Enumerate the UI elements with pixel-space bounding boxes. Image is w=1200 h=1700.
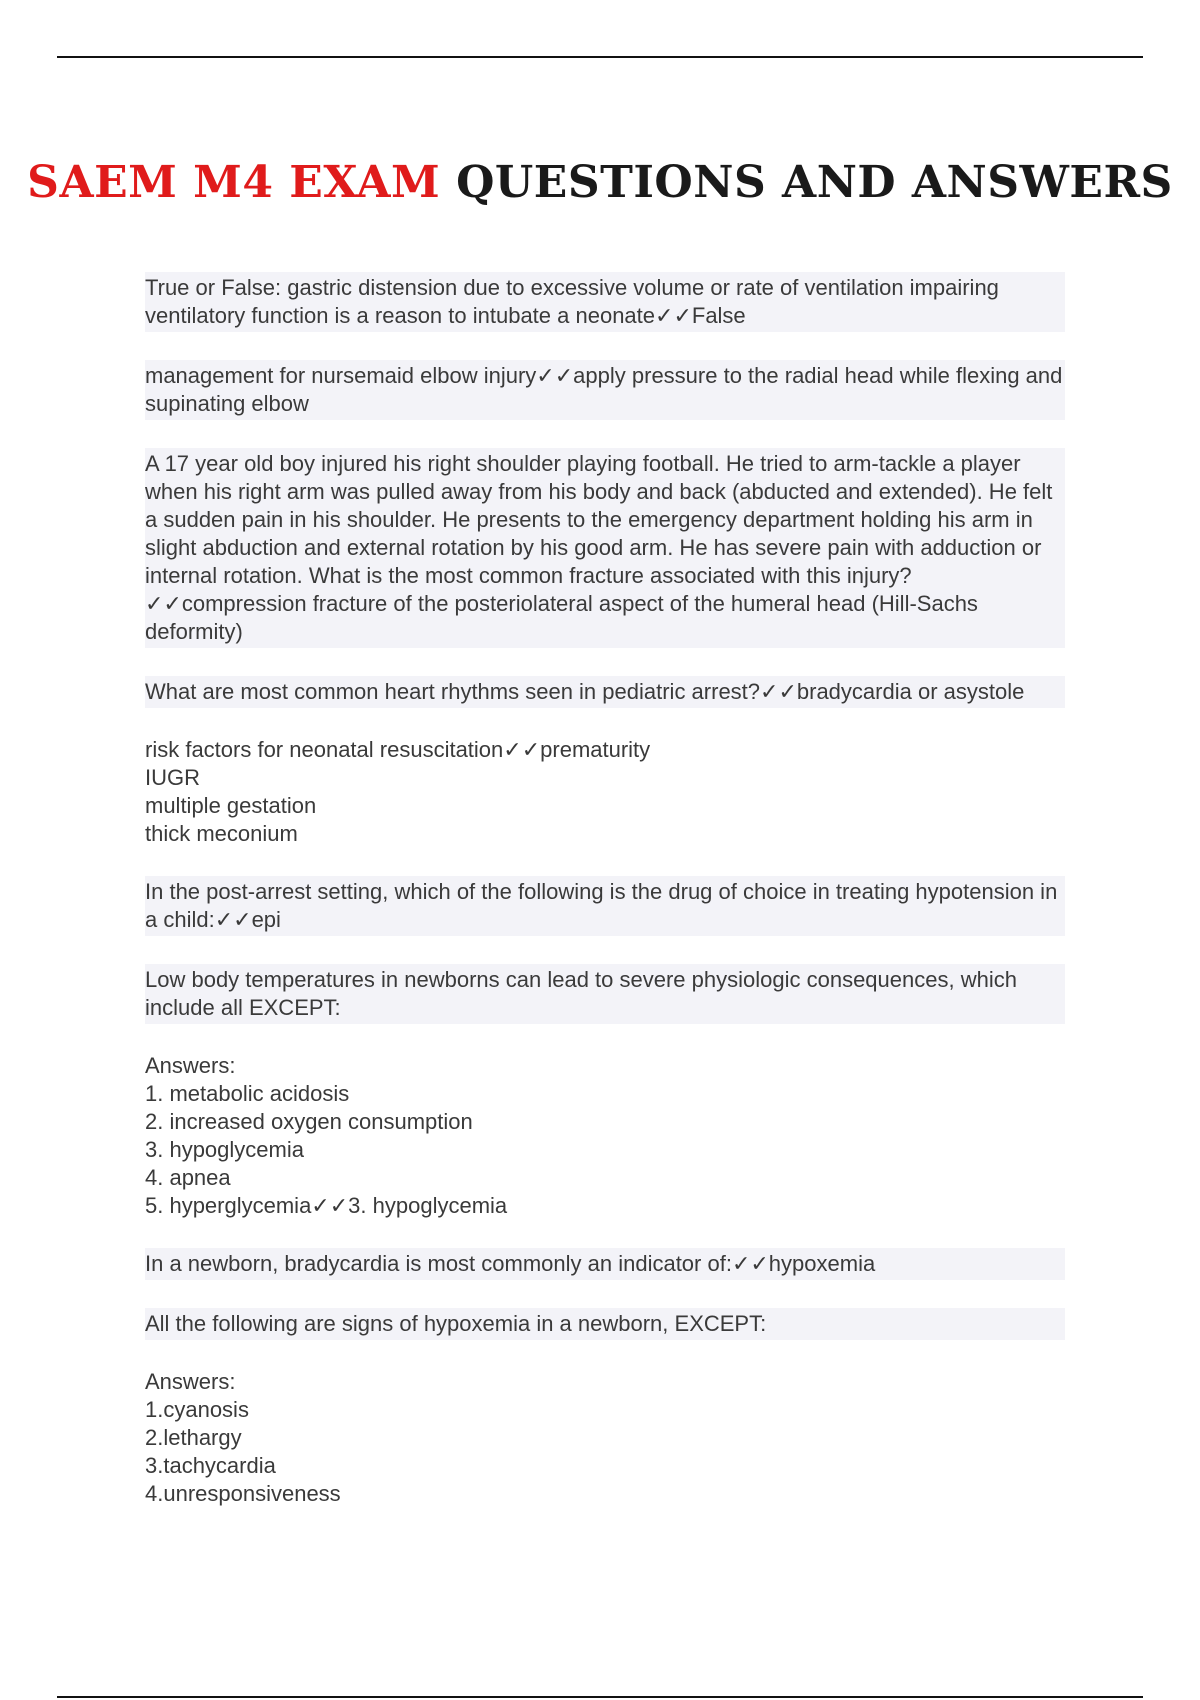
title-dark-part: QUESTIONS AND ANSWERS xyxy=(456,157,1173,208)
qa-line: 1. metabolic acidosis xyxy=(145,1081,350,1106)
qa-line: management for nursemaid elbow injury✓✓apply pressure to the radial head while flexing and supinating elbow xyxy=(145,360,1065,420)
qa-line: 3. hypoglycemia xyxy=(145,1137,304,1162)
qa-line: A 17 year old boy injured his right shoulder playing football. He tried to arm-tackle a player when his right arm was pulled away from his body and back (abducted and extended). He felt a sudden pain in his shoulder. He presents to the emergency department holding his arm in slight abduction and external rotation by his good arm. He has severe pain with adduction or internal rotation. What is the most common fracture associated with this injury?✓✓compression fracture of the posteriolateral aspect of the humeral head (Hill-Sachs deformity) xyxy=(145,448,1065,648)
qa-line: 2.lethargy xyxy=(145,1425,242,1450)
qa-line: thick meconium xyxy=(145,821,298,846)
qa-line: multiple gestation xyxy=(145,793,317,818)
qa-line: 2. increased oxygen consumption xyxy=(145,1109,473,1134)
qa-line: In a newborn, bradycardia is most commonly an indicator of:✓✓hypoxemia xyxy=(145,1248,1065,1280)
qa-block xyxy=(145,360,1065,420)
qa-line: risk factors for neonatal resuscitation✓✓prematurity xyxy=(145,737,651,762)
qa-block xyxy=(145,1308,1065,1340)
qa-block xyxy=(145,1368,1065,1508)
qa-content xyxy=(145,272,1065,1536)
qa-line: What are most common heart rhythms seen in pediatric arrest?✓✓bradycardia or asystole xyxy=(145,676,1065,708)
bottom-rule xyxy=(57,1696,1143,1698)
qa-line: IUGR xyxy=(145,765,200,790)
qa-block xyxy=(145,1052,1065,1220)
qa-block xyxy=(145,964,1065,1024)
qa-block xyxy=(145,876,1065,936)
qa-line: 4. apnea xyxy=(145,1165,231,1190)
qa-line: 4.unresponsiveness xyxy=(145,1481,341,1506)
title-red-part: SAEM M4 EXAM xyxy=(27,157,441,208)
qa-line: True or False: gastric distension due to excessive volume or rate of ventilation impairing ventilatory function is a reason to intubate a neonate✓✓False xyxy=(145,272,1065,332)
qa-line: 5. hyperglycemia✓✓3. hypoglycemia xyxy=(145,1193,508,1218)
qa-block xyxy=(145,1248,1065,1280)
qa-line: 1.cyanosis xyxy=(145,1397,249,1422)
qa-block xyxy=(145,676,1065,708)
qa-line: Low body temperatures in newborns can lead to severe physiologic consequences, which include all EXCEPT: xyxy=(145,964,1065,1024)
page-title xyxy=(0,152,1200,214)
qa-block xyxy=(145,448,1065,648)
qa-line: 3.tachycardia xyxy=(145,1453,276,1478)
qa-block xyxy=(145,736,1065,848)
qa-line: In the post-arrest setting, which of the following is the drug of choice in treating hypotension in a child:✓✓epi xyxy=(145,876,1065,936)
qa-line: All the following are signs of hypoxemia in a newborn, EXCEPT: xyxy=(145,1308,1065,1340)
qa-line: Answers: xyxy=(145,1369,236,1394)
qa-block xyxy=(145,272,1065,332)
top-rule xyxy=(57,56,1143,58)
qa-line: Answers: xyxy=(145,1053,236,1078)
